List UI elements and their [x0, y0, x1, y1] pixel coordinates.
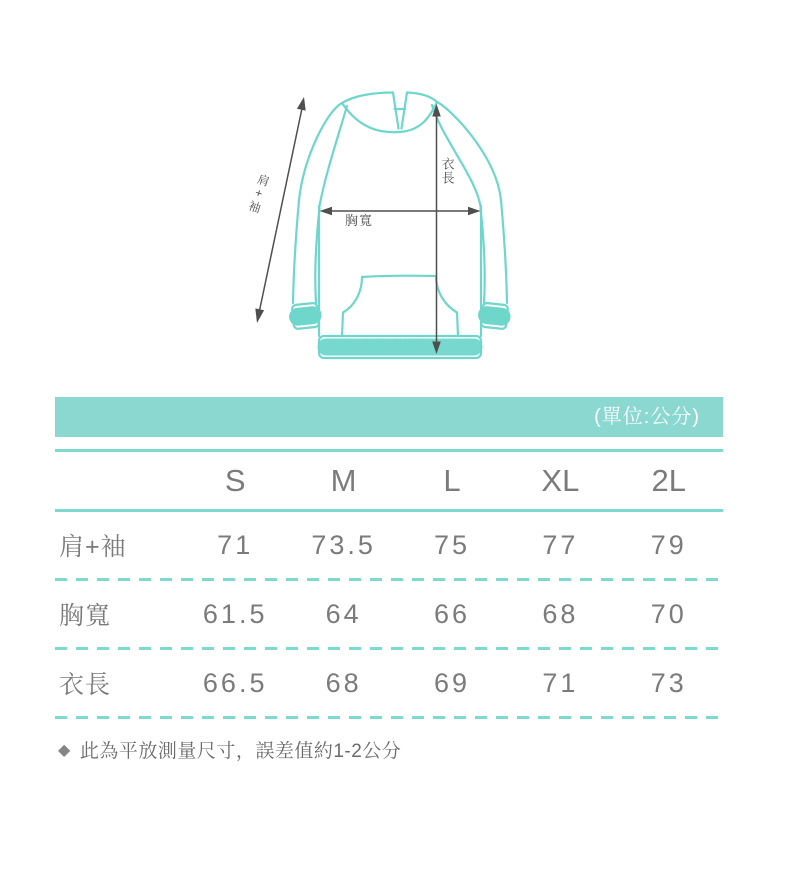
diamond-bullet-icon: ◆ [58, 741, 71, 759]
size-header-s: S [224, 462, 246, 498]
value-cell: 70 [650, 598, 687, 629]
size-header-xl: XL [541, 462, 580, 498]
table-row-shoulder-sleeve [55, 512, 723, 578]
shoulder-sleeve-label: 肩+袖 [245, 171, 272, 216]
value-cell: 68 [542, 598, 579, 629]
value-cell: 66 [433, 598, 471, 629]
hoodie-garment [292, 93, 508, 359]
value-cell: 73.5 [311, 529, 376, 560]
hoodie-measurement-diagram [0, 0, 800, 395]
table-row-chest-width [55, 581, 723, 647]
value-cell: 61.5 [202, 598, 268, 629]
chest-width-arrow [320, 207, 481, 216]
value-cell: 75 [433, 529, 471, 560]
garment-length-label: 衣長 [439, 157, 455, 185]
chest-width-label: 胸寬 [345, 213, 374, 228]
footnote-text: 此為平放測量尺寸，誤差值約1-2公分 [79, 741, 402, 762]
dashed-divider [55, 716, 723, 719]
value-cell: 64 [325, 598, 362, 629]
size-header-2l: 2L [651, 462, 687, 498]
unit-banner [55, 397, 723, 437]
row-label: 肩+袖 [59, 533, 127, 561]
value-cell: 71 [217, 529, 254, 560]
row-label: 衣長 [59, 671, 112, 699]
value-cell: 77 [542, 529, 579, 560]
size-table-header-row [55, 452, 723, 509]
row-label: 胸寬 [59, 602, 112, 630]
table-row-garment-length [55, 650, 723, 716]
size-table [55, 449, 723, 763]
size-header-l: L [443, 462, 461, 498]
garment-length-arrow [432, 104, 441, 354]
hoodie-outline-drawing [0, 0, 800, 395]
value-cell: 71 [542, 667, 579, 698]
value-cell: 69 [433, 667, 471, 698]
size-header-m: M [330, 462, 357, 498]
value-cell: 79 [650, 529, 687, 560]
value-cell: 66.5 [202, 667, 268, 698]
measurement-footnote [58, 736, 723, 763]
value-cell: 68 [325, 667, 362, 698]
unit-banner-text: (單位:公分) [594, 406, 700, 428]
value-cell: 73 [650, 667, 687, 698]
